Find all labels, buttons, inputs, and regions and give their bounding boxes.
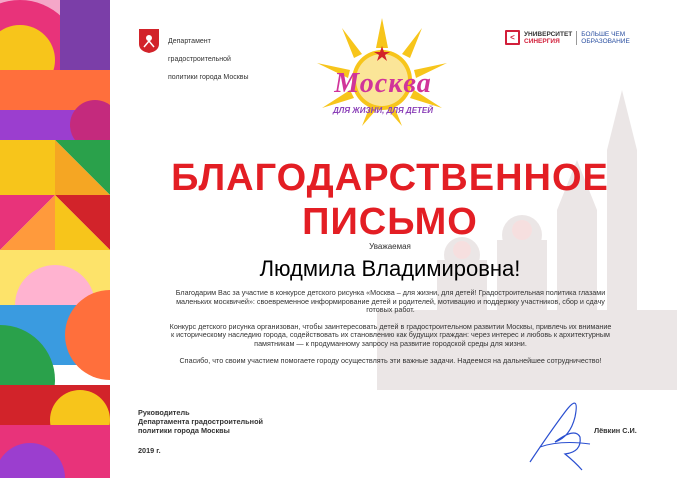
department-line-1: Департамент <box>168 38 211 45</box>
letter-year: 2019 г. <box>138 446 161 455</box>
recipient-name: Людмила Владимировна! <box>259 256 521 281</box>
synergy-univ-line-1: УНИВЕРСИТЕТ <box>524 30 573 38</box>
synergy-univ-line-2: СИНЕРГИЯ <box>524 37 560 45</box>
paragraph-1: Благодарим Вас за участие в конкурсе детского рисунка «Москва – для жизни, для детей! Градостроительная политика глазами маленьких москвичей»: своевременное информирование детей и родителей, мотивацию и поддержку участников, сбор и сдачу готовых работ. <box>175 288 606 315</box>
signer-line-1: Руководитель <box>138 408 190 417</box>
paragraph-3: Спасибо, что своим участием помогаете городу осуществлять эти важные задачи. Надеемся на дальнейшее сотрудничество! <box>179 355 602 365</box>
department-name <box>168 28 278 91</box>
paragraph-2: Конкурс детского рисунка организован, чтобы заинтересовать детей в градостроительном развитии Москвы, привлечь их внимание к историческому наследию города, содействовать их становлению как будущих граждан: через интерес и любовь к архитектурным памятникам — к продуманному запросу на развитие городской среды для жизни. <box>169 321 612 348</box>
department-line-2: градостроительной <box>168 56 231 63</box>
signer-line-2: Департамента градостроительной <box>138 417 264 426</box>
signature-icon <box>520 392 600 472</box>
letter-body <box>168 289 613 373</box>
synergy-slogan-line-2: ОБРАЗОВАНИЕ <box>581 37 630 45</box>
department-line-3: политики города Москвы <box>168 74 249 81</box>
moscow-emblem-icon <box>138 28 160 54</box>
letter-title <box>140 156 640 244</box>
synergy-university <box>524 31 572 45</box>
department-header <box>138 28 278 91</box>
synergy-mark-icon: < <box>505 30 520 45</box>
synergy-logo <box>505 30 630 45</box>
greeting: Уважаемая <box>369 242 411 251</box>
logo-main-text: Москва <box>334 68 432 99</box>
synergy-slogan <box>581 31 630 45</box>
synergy-slogan-line-1: БОЛЬШЕ ЧЕМ <box>581 30 626 38</box>
moscow-for-children-logo <box>312 18 452 128</box>
signer-title <box>138 408 263 435</box>
title-line-2: ПИСЬМО <box>302 201 478 243</box>
logo-sub-text: ДЛЯ ЖИЗНИ, ДЛЯ ДЕТЕЙ <box>332 106 434 115</box>
synergy-divider <box>576 31 577 45</box>
signer-line-3: политики города Москвы <box>138 426 230 435</box>
decorative-stripe <box>0 0 110 478</box>
signer-name: Лёвкин С.И. <box>594 426 637 435</box>
title-line-1: БЛАГОДАРСТВЕННОЕ <box>171 157 609 199</box>
